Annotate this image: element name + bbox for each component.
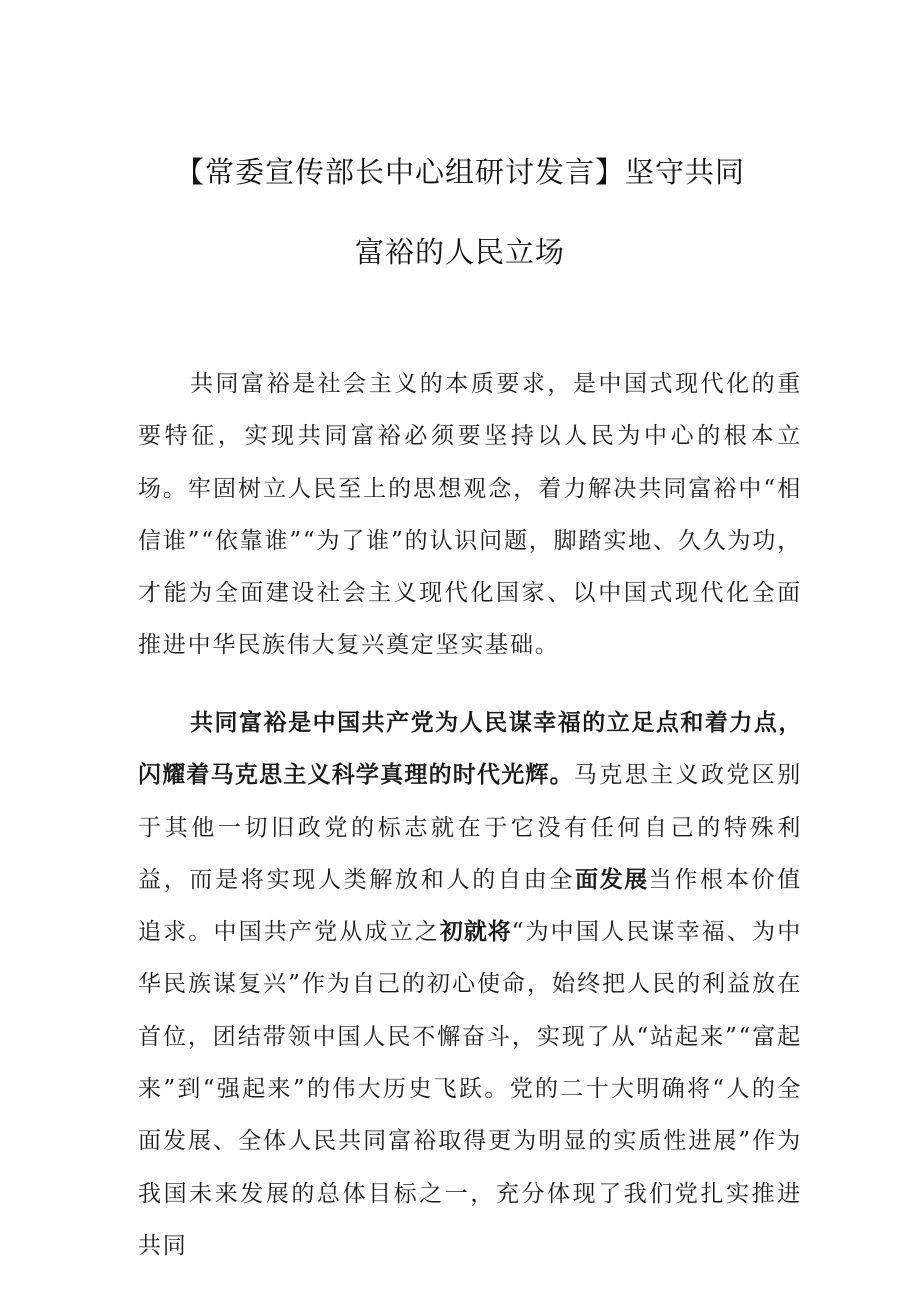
- document-title-line-2: 富裕的人民立场: [354, 235, 565, 269]
- document-title-line-1: 【常委宣传部长中心组研讨发言】坚守共同: [174, 155, 745, 189]
- paragraph-text-b: 当作根本价值追求。中国共产党从成立之: [138, 866, 802, 946]
- paragraph-text-a: 马克思主义政党区别于其他一切旧政党的标志就在于它没有任何自己的特殊利益，而是将实现人类解放和人的自由全: [138, 762, 802, 893]
- paragraph-bold-b: 初就将: [439, 919, 512, 946]
- paragraph-text-c: “为中国人民谋幸福、为中华民族谋复兴”作为自己的初心使命，始终把人民的利益放在首位，团结带领中国人民不懈奋斗，实现了从“站起来”“富起来”到“强起来”的伟大历史飞跃。党的二十大明确将“人的全面发展、全体人民共同富裕取得更为明显的实质性进展”作为我国未来发展的总体目标之一，充分体现了我们党扎实推进共同: [138, 919, 802, 1259]
- paragraph-body: [138, 697, 802, 1272]
- paragraph-lead-bold: 共同富裕是中国共产党为人民谋幸福的立足点和着力点，闪耀着马克思主义科学真理的时代光辉。: [138, 710, 802, 789]
- paragraph-intro: 共同富裕是社会主义的本质要求，是中国式现代化的重要特征，实现共同富裕必须要坚持以人民为中心的根本立场。牢固树立人民至上的思想观念，着力解决共同富裕中“相信谁”“依靠谁”“为了谁”的认识问题，脚踏实地、久久为功，才能为全面建设社会主义现代化国家、以中国式现代化全面推进中华民族伟大复兴奠定坚实基础。: [138, 371, 802, 659]
- paragraph-bold-a: 面发展: [575, 866, 649, 893]
